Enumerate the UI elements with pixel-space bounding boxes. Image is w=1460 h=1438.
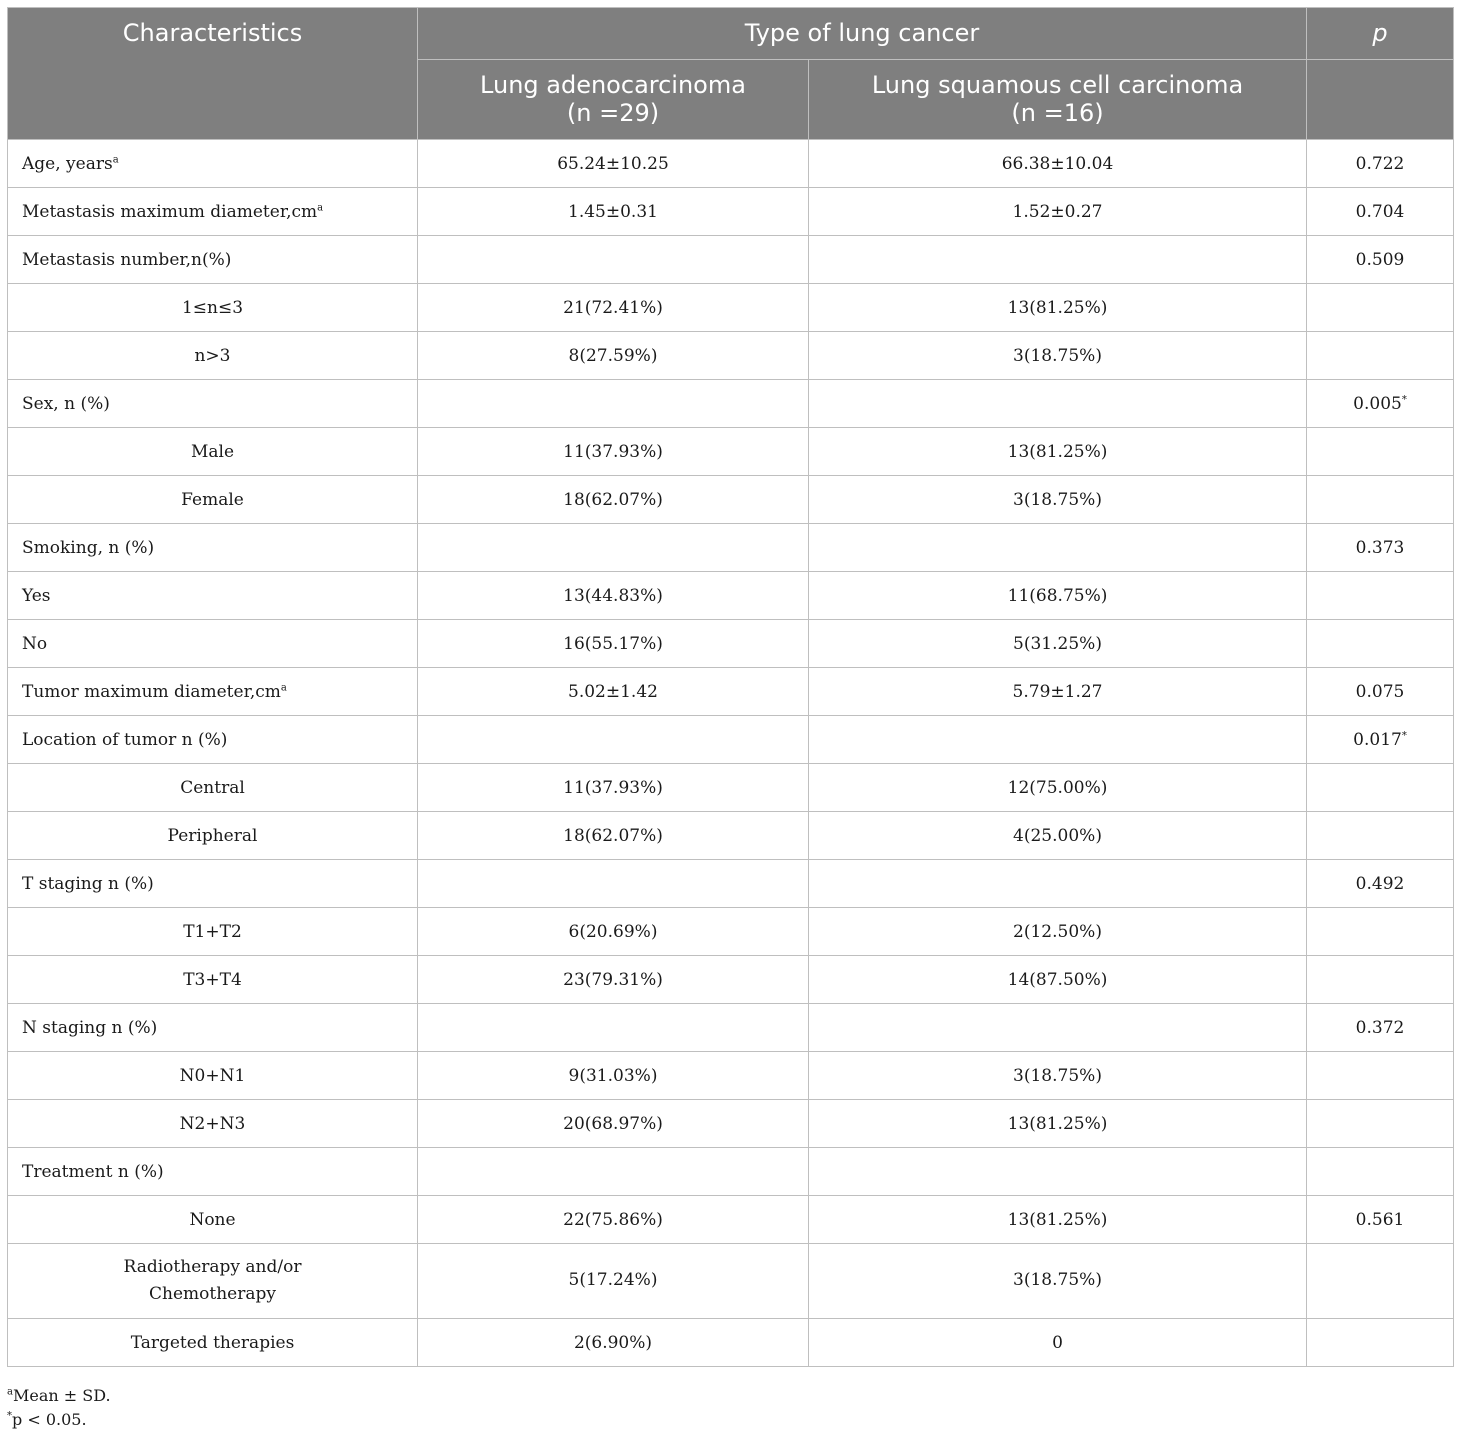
table-row <box>8 1319 1454 1367</box>
characteristic-cell <box>8 524 418 572</box>
adenocarcinoma-value: 11(37.93%) <box>418 428 809 476</box>
table-row <box>8 668 1454 716</box>
footnote-star <box>7 1408 111 1432</box>
characteristic-cell <box>8 1319 418 1367</box>
table-row <box>8 1052 1454 1100</box>
characteristic-label: T3+T4 <box>183 969 242 990</box>
p-value-cell <box>1307 908 1454 956</box>
adenocarcinoma-value <box>418 1004 809 1052</box>
adenocarcinoma-value: 20(68.97%) <box>418 1100 809 1148</box>
footnote-star-mark: * <box>7 1410 12 1422</box>
squamous-value: 12(75.00%) <box>809 764 1307 812</box>
table-row <box>8 764 1454 812</box>
p-value: 0.372 <box>1355 1017 1405 1038</box>
adenocarcinoma-value: 18(62.07%) <box>418 812 809 860</box>
squamous-value: 3(18.75%) <box>809 1052 1307 1100</box>
squamous-value <box>809 716 1307 764</box>
adenocarcinoma-value <box>418 236 809 284</box>
characteristic-label: 1≤n≤3 <box>181 297 244 318</box>
table-row <box>8 908 1454 956</box>
table-row <box>8 1148 1454 1196</box>
p-value-cell <box>1307 860 1454 908</box>
adenocarcinoma-value: 23(79.31%) <box>418 956 809 1004</box>
squamous-value: 4(25.00%) <box>809 812 1307 860</box>
adenocarcinoma-value: 5.02±1.42 <box>418 668 809 716</box>
squamous-value: 5(31.25%) <box>809 620 1307 668</box>
p-value-cell <box>1307 1244 1454 1319</box>
p-value-cell <box>1307 572 1454 620</box>
squamous-value <box>809 1004 1307 1052</box>
adenocarcinoma-value: 21(72.41%) <box>418 284 809 332</box>
squamous-value <box>809 860 1307 908</box>
p-value-cell <box>1307 1148 1454 1196</box>
characteristic-label: Yes <box>22 585 51 606</box>
squamous-value: 1.52±0.27 <box>809 188 1307 236</box>
characteristic-label: Metastasis number,n(%) <box>22 249 232 270</box>
characteristic-cell <box>8 812 418 860</box>
table-row <box>8 140 1454 188</box>
characteristic-label: Smoking, n (%) <box>22 537 155 558</box>
table-row <box>8 332 1454 380</box>
characteristic-cell <box>8 860 418 908</box>
squamous-value: 11(68.75%) <box>809 572 1307 620</box>
adenocarcinoma-value: 11(37.93%) <box>418 764 809 812</box>
header-characteristics: Characteristics <box>8 8 418 140</box>
squamous-value <box>809 236 1307 284</box>
adenocarcinoma-value: 18(62.07%) <box>418 476 809 524</box>
characteristic-cell <box>8 140 418 188</box>
footnotes <box>7 1384 111 1432</box>
characteristic-label: T1+T2 <box>183 921 242 942</box>
p-value: 0.704 <box>1355 201 1405 222</box>
squamous-value <box>809 1148 1307 1196</box>
squamous-value: 3(18.75%) <box>809 332 1307 380</box>
p-value-cell <box>1307 1196 1454 1244</box>
significance-marker: * <box>1401 393 1407 405</box>
footnote-marker: a <box>112 153 119 165</box>
table-row <box>8 284 1454 332</box>
table-row <box>8 428 1454 476</box>
characteristic-cell <box>8 1196 418 1244</box>
header-squamous-line2: (n =16) <box>1011 98 1104 127</box>
adenocarcinoma-value: 9(31.03%) <box>418 1052 809 1100</box>
characteristic-cell <box>8 1244 418 1319</box>
adenocarcinoma-value: 8(27.59%) <box>418 332 809 380</box>
p-value-cell <box>1307 1319 1454 1367</box>
squamous-value: 0 <box>809 1319 1307 1367</box>
adenocarcinoma-value <box>418 1148 809 1196</box>
footnote-a-text: Mean ± SD. <box>12 1386 111 1405</box>
p-value: 0.509 <box>1355 249 1405 270</box>
table-row <box>8 236 1454 284</box>
squamous-value: 13(81.25%) <box>809 1100 1307 1148</box>
adenocarcinoma-value <box>418 380 809 428</box>
characteristic-cell <box>8 716 418 764</box>
table-row <box>8 620 1454 668</box>
adenocarcinoma-value: 5(17.24%) <box>418 1244 809 1319</box>
p-value-cell <box>1307 236 1454 284</box>
table-row <box>8 1004 1454 1052</box>
characteristic-label: Age, years <box>22 153 113 174</box>
characteristic-label-line2: Chemotherapy <box>149 1284 276 1304</box>
characteristic-label: Tumor maximum diameter,cm <box>22 681 281 702</box>
p-value-cell <box>1307 764 1454 812</box>
p-value: 0.722 <box>1355 153 1405 174</box>
characteristic-cell <box>8 572 418 620</box>
table-body <box>8 140 1454 1367</box>
squamous-value: 13(81.25%) <box>809 1196 1307 1244</box>
footnote-a-mark: a <box>7 1386 13 1398</box>
characteristic-cell <box>8 284 418 332</box>
adenocarcinoma-value: 6(20.69%) <box>418 908 809 956</box>
characteristic-cell <box>8 764 418 812</box>
p-value: 0.492 <box>1355 873 1405 894</box>
characteristic-cell <box>8 1100 418 1148</box>
squamous-value <box>809 524 1307 572</box>
characteristic-label: Targeted therapies <box>130 1332 295 1353</box>
squamous-value: 3(18.75%) <box>809 476 1307 524</box>
characteristic-cell <box>8 1004 418 1052</box>
characteristic-label: Metastasis maximum diameter,cm <box>22 201 318 222</box>
characteristic-cell <box>8 380 418 428</box>
header-type-of-lung-cancer: Type of lung cancer <box>418 8 1307 60</box>
footnote-a <box>7 1384 111 1408</box>
characteristic-cell <box>8 428 418 476</box>
table-header <box>8 8 1454 140</box>
header-adenocarcinoma <box>418 60 809 140</box>
characteristic-label: Peripheral <box>167 825 258 846</box>
characteristic-cell <box>8 476 418 524</box>
table-row <box>8 1100 1454 1148</box>
p-value: 0.373 <box>1355 537 1405 558</box>
adenocarcinoma-value <box>418 524 809 572</box>
characteristic-label: Female <box>181 489 244 510</box>
characteristic-cell <box>8 332 418 380</box>
p-value-cell <box>1307 1100 1454 1148</box>
characteristic-cell <box>8 668 418 716</box>
header-row-1 <box>8 8 1454 60</box>
adenocarcinoma-value: 13(44.83%) <box>418 572 809 620</box>
characteristics-table <box>7 7 1454 1367</box>
squamous-value <box>809 380 1307 428</box>
characteristic-label: N staging n (%) <box>22 1017 158 1038</box>
characteristic-label: Sex, n (%) <box>22 393 110 414</box>
characteristic-label: Central <box>180 777 245 798</box>
p-value: 0.561 <box>1355 1209 1405 1230</box>
characteristic-label: Location of tumor n (%) <box>22 729 228 750</box>
characteristic-label: Treatment n (%) <box>22 1161 164 1182</box>
characteristic-label: No <box>22 633 48 654</box>
p-value-cell <box>1307 1052 1454 1100</box>
header-p-empty <box>1307 60 1454 140</box>
table-row <box>8 524 1454 572</box>
footnote-marker: a <box>280 681 287 693</box>
characteristic-label: Male <box>190 441 235 462</box>
p-value-cell <box>1307 332 1454 380</box>
characteristic-label: Radiotherapy and/or <box>123 1256 302 1277</box>
characteristic-cell <box>8 956 418 1004</box>
adenocarcinoma-value: 22(75.86%) <box>418 1196 809 1244</box>
header-adeno-line1: Lung adenocarcinoma <box>480 70 746 99</box>
adenocarcinoma-value: 16(55.17%) <box>418 620 809 668</box>
p-value-cell <box>1307 668 1454 716</box>
adenocarcinoma-value: 65.24±10.25 <box>418 140 809 188</box>
characteristic-label: n>3 <box>194 345 231 366</box>
adenocarcinoma-value: 2(6.90%) <box>418 1319 809 1367</box>
p-value-cell <box>1307 524 1454 572</box>
header-squamous <box>809 60 1307 140</box>
table-row <box>8 572 1454 620</box>
adenocarcinoma-value: 1.45±0.31 <box>418 188 809 236</box>
p-value-cell <box>1307 476 1454 524</box>
p-value-cell <box>1307 1004 1454 1052</box>
characteristic-label: None <box>189 1209 236 1230</box>
p-value-cell <box>1307 188 1454 236</box>
characteristic-cell <box>8 236 418 284</box>
table-row <box>8 380 1454 428</box>
p-value: 0.075 <box>1355 681 1405 702</box>
table-row <box>8 188 1454 236</box>
characteristic-cell <box>8 188 418 236</box>
p-value-cell <box>1307 284 1454 332</box>
footnote-marker: a <box>317 201 324 213</box>
table-row <box>8 476 1454 524</box>
header-p <box>1307 8 1454 60</box>
p-value-cell <box>1307 380 1454 428</box>
squamous-value: 2(12.50%) <box>809 908 1307 956</box>
characteristic-label: N0+N1 <box>179 1065 246 1086</box>
p-value: 0.005 <box>1353 393 1402 414</box>
p-value-cell <box>1307 140 1454 188</box>
table-row <box>8 956 1454 1004</box>
table-row <box>8 812 1454 860</box>
squamous-value: 5.79±1.27 <box>809 668 1307 716</box>
squamous-value: 66.38±10.04 <box>809 140 1307 188</box>
characteristic-label: T staging n (%) <box>22 873 154 894</box>
table-row <box>8 1196 1454 1244</box>
characteristic-label: N2+N3 <box>179 1113 246 1134</box>
characteristic-cell <box>8 908 418 956</box>
squamous-value: 13(81.25%) <box>809 428 1307 476</box>
p-value: 0.017 <box>1353 729 1402 750</box>
p-value-cell <box>1307 428 1454 476</box>
footnote-star-text: p < 0.05. <box>12 1410 87 1429</box>
table-row <box>8 860 1454 908</box>
characteristic-cell <box>8 1052 418 1100</box>
header-squamous-line1: Lung squamous cell carcinoma <box>871 70 1244 99</box>
adenocarcinoma-value <box>418 716 809 764</box>
characteristic-cell <box>8 1148 418 1196</box>
squamous-value: 3(18.75%) <box>809 1244 1307 1319</box>
header-adeno-line2: (n =29) <box>566 98 660 127</box>
characteristic-cell <box>8 620 418 668</box>
table-row <box>8 1244 1454 1319</box>
p-value-cell <box>1307 716 1454 764</box>
p-value-cell <box>1307 956 1454 1004</box>
significance-marker: * <box>1401 729 1407 741</box>
p-value-cell <box>1307 812 1454 860</box>
squamous-value: 14(87.50%) <box>809 956 1307 1004</box>
squamous-value: 13(81.25%) <box>809 284 1307 332</box>
adenocarcinoma-value <box>418 860 809 908</box>
header-p-label: p <box>1372 18 1388 47</box>
p-value-cell <box>1307 620 1454 668</box>
table-row <box>8 716 1454 764</box>
